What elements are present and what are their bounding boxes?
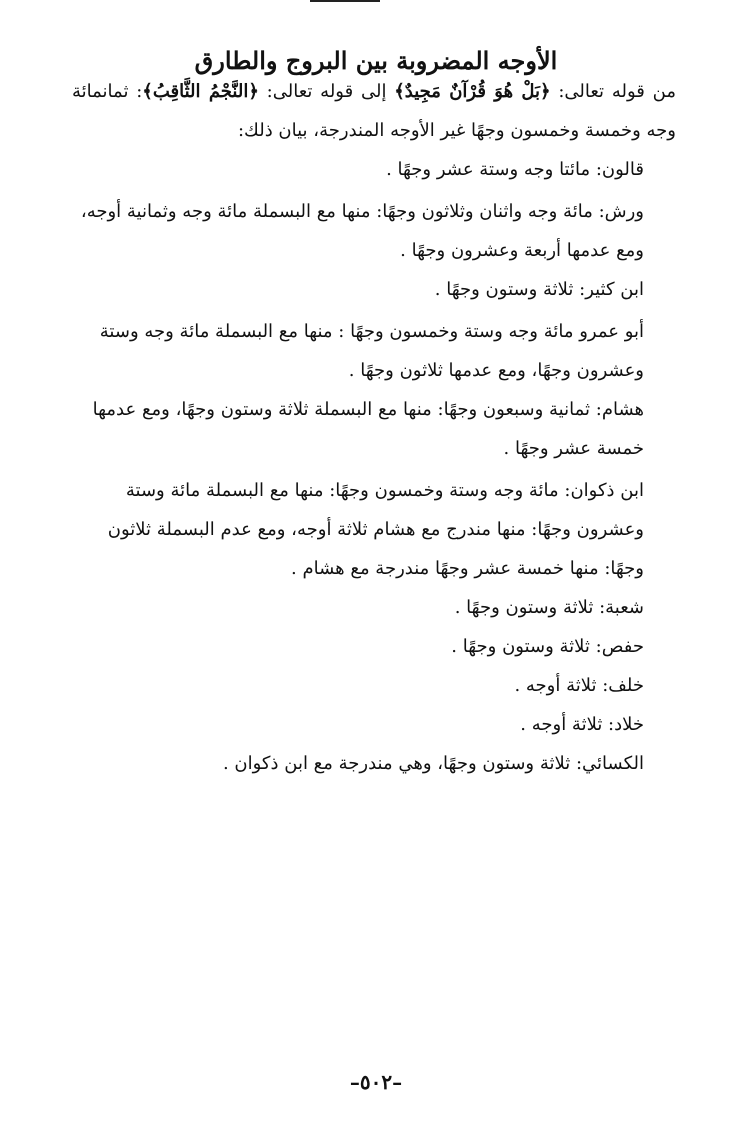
reader-entry-abu-amr: أبو عمرو مائة وجه وستة وخمسون وجهًا : منها مع البسملة مائة وجه وستة وعشرون وجهًا، ومع عدمها ثلاثون وجهًا . (99, 321, 644, 381)
page-title: الأوجه المضروبة بين البروج والطارق (194, 46, 558, 76)
reader-entry-ibn-dhakwan: ابن ذكوان: مائة وجه وستة وخمسون وجهًا: منها مع البسملة مائة وستة وعشرون وجهًا: منها مندرج مع هشام ثلاثة أوجه، ومع عدم البسملة ثلاثون وجهًا: منها خمسة عشر وجهًا مندرجة مع هشام . (107, 480, 644, 579)
main-text (72, 72, 676, 783)
reader-entry-shubah: شعبة: ثلاثة وستون وجهًا . (454, 597, 644, 618)
quran-verse-end: ﴿النَّجْمُ الثَّاقِبُ﴾ (142, 81, 259, 102)
reader-entry-hisham: هشام: ثمانية وسبعون وجهًا: منها مع البسملة ثلاثة وستون وجهًا، ومع عدمها خمسة عشر وجهًا . (92, 399, 644, 459)
intro-rest: : ثمانمائة وجه وخمسة وخمسون وجهًا غير الأوجه المندرجة، بيان ذلك: (72, 81, 676, 141)
reader-entry-ibn-kathir: ابن كثير: ثلاثة وستون وجهًا . (434, 279, 644, 300)
reader-entry-khalaf: خلف: ثلاثة أوجه . (514, 675, 644, 696)
reader-entry-qalun: قالون: مائتا وجه وستة عشر وجهًا . (386, 159, 644, 180)
intro-mid: إلى قوله تعالى: (266, 81, 387, 102)
reader-entry-khallad: خلاد: ثلاثة أوجه . (520, 714, 644, 735)
intro-lead: من قوله تعالى: (558, 81, 676, 102)
top-rule (310, 0, 380, 2)
reader-entry-kisai: الكسائي: ثلاثة وستون وجهًا، وهي مندرجة مع ابن ذكوان . (222, 753, 644, 774)
reader-entry-warsh: ورش: مائة وجه واثنان وثلاثون وجهًا: منها مع البسملة مائة وجه وثمانية أوجه، ومع عدمها أربعة وعشرون وجهًا . (80, 201, 644, 261)
quran-verse-start: ﴿بَلْ هُوَ قُرْآنٌ مَجِيدٌ﴾ (394, 81, 551, 102)
reader-entry-hafs: حفص: ثلاثة وستون وجهًا . (451, 636, 644, 657)
intro-paragraph (72, 72, 676, 150)
page-number: –٥٠٢– (349, 1070, 403, 1094)
